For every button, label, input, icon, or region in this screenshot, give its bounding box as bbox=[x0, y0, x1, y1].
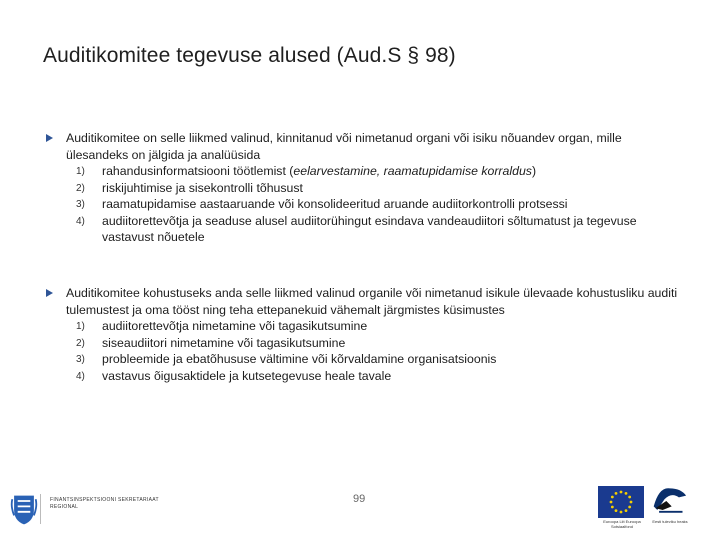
eu-star-icon bbox=[615, 492, 618, 495]
list-item bbox=[46, 318, 686, 335]
section-1-intro bbox=[46, 130, 686, 163]
list-item-text: riskijuhtimise ja sisekontrolli tõhusust bbox=[102, 180, 303, 195]
section-1 bbox=[46, 130, 686, 246]
eu-caption: Euroopa Liit Euroopa Sotsiaalfond bbox=[603, 519, 641, 529]
list-item-text: vastavus õigusaktidele ja kutsetegevuse heale tavale bbox=[102, 368, 392, 383]
list-number: 4) bbox=[76, 370, 85, 382]
list-item bbox=[46, 163, 686, 180]
list-item bbox=[46, 196, 686, 213]
estonia-caption: Eesti tuleviku heaks bbox=[652, 519, 688, 524]
list-number: 3) bbox=[76, 199, 85, 210]
list-number: 1) bbox=[76, 321, 85, 332]
list-item-italic-text: eelarvestamine, raamatupidamise korraldus bbox=[293, 164, 532, 178]
estonia-swallow-logo-icon bbox=[648, 483, 690, 519]
eu-star-icon bbox=[620, 511, 623, 514]
organisation-name-line1: FINANTSINSPEKTSIOONI SEKRETARIAAT bbox=[50, 497, 159, 503]
page-number: 99 bbox=[353, 493, 366, 505]
list-number: 3) bbox=[76, 354, 85, 365]
eu-star-icon bbox=[615, 509, 618, 512]
section-2-intro bbox=[46, 285, 686, 318]
eu-star-icon bbox=[611, 506, 614, 509]
list-item-text: rahandusinformatsiooni töötlemist ( bbox=[102, 164, 294, 178]
section-1-intro-text: Auditikomitee on selle liikmed valinud, kinnitanud või nimetanud organi või isiku nõuandev organ, mille ülesandeks on jälgida ja analüüsida bbox=[66, 131, 622, 162]
triangle-bullet-icon bbox=[46, 134, 53, 142]
list-item-text: audiitorettevõtja nimetamine või tagasikutsumine bbox=[102, 319, 368, 333]
eu-star-icon bbox=[610, 501, 613, 504]
logo-divider bbox=[40, 494, 41, 524]
list-number: 1) bbox=[76, 166, 85, 177]
list-item bbox=[46, 351, 686, 368]
list-item-text: raamatupidamise aastaaruande või konsolideeritud aruande audiitorkontrolli protsessi bbox=[102, 197, 568, 211]
list-item-text-end: ) bbox=[531, 164, 537, 178]
eu-flag-icon bbox=[598, 486, 644, 520]
slide-title: Auditikomitee tegevuse alused (Aud.S § 98) bbox=[43, 44, 456, 67]
list-item bbox=[46, 180, 686, 197]
triangle-bullet-icon bbox=[46, 289, 53, 297]
eu-star-icon bbox=[628, 496, 631, 499]
list-number: 2) bbox=[76, 337, 85, 349]
list-item-text: siseaudiitori nimetamine või tagasikutsumine bbox=[102, 335, 346, 350]
eu-star-icon bbox=[611, 496, 614, 499]
list-number: 4) bbox=[76, 215, 85, 227]
list-item bbox=[46, 335, 686, 352]
list-number: 2) bbox=[76, 182, 85, 194]
section-2 bbox=[46, 285, 686, 384]
organisation-name bbox=[50, 497, 159, 511]
list-item bbox=[46, 368, 686, 385]
list-item-text: probleemide ja ebatõhususe vältimine või kõrvaldamine organisatsioonis bbox=[102, 352, 497, 366]
eu-star-icon bbox=[630, 501, 633, 504]
coat-of-arms-icon bbox=[10, 492, 38, 528]
organisation-name-line2: REGIONAL bbox=[50, 504, 79, 510]
eu-star-icon bbox=[625, 509, 628, 512]
list-item-text: audiitorettevõtja ja seaduse alusel audiitorühingut esindava vandeaudiitori sõltumatust ja tegevuse vastavust nõuetele bbox=[102, 213, 637, 244]
list-item bbox=[46, 213, 686, 246]
eu-star-icon bbox=[628, 506, 631, 509]
eu-star-icon bbox=[625, 492, 628, 495]
eu-star-icon bbox=[620, 491, 623, 494]
section-2-intro-text: Auditikomitee kohustuseks anda selle liikmed valinud organile või nimetanud isikule ülevaade kohustusliku auditi tulemustest ja oma tööst ning teha ettepanekuid vähemalt järgmistes küsimustes bbox=[66, 286, 678, 317]
